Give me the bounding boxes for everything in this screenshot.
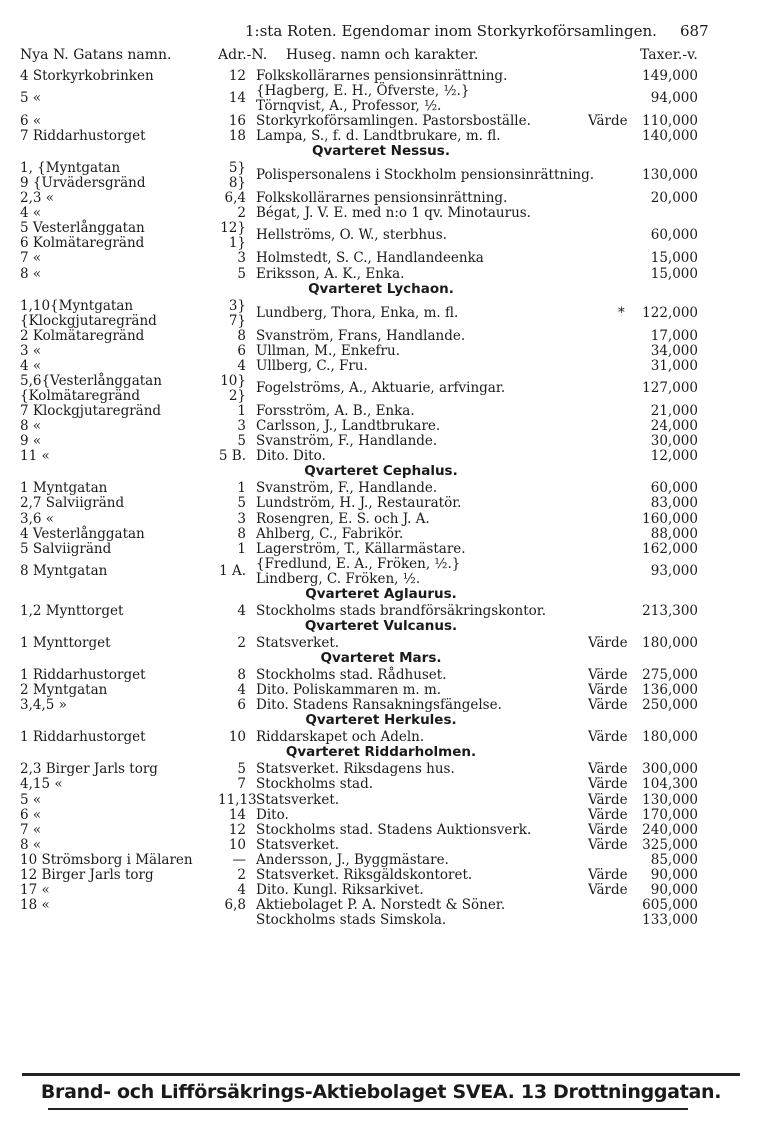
value-label: Värde: [588, 791, 628, 808]
property-row: [0, 374, 762, 404]
property-row: [0, 84, 762, 114]
property-row: [0, 636, 762, 651]
owner-description: Stockholms stad. Rådhuset.: [256, 666, 447, 683]
owner-description: Statsverket.: [256, 836, 340, 853]
tax-value: 170,000: [642, 806, 698, 823]
value-label: Värde: [588, 113, 628, 130]
owner-description: Statsverket. Riksgäldskontoret.: [256, 867, 473, 883]
street-name: {Kolmätaregränd: [20, 387, 141, 404]
property-row: [0, 868, 762, 883]
owner-description: Ullberg, C., Fru.: [256, 357, 368, 374]
street-name: 8 «: [20, 836, 42, 853]
owner-description: Andersson, J., Byggmästare.: [256, 851, 449, 868]
tax-value: 20,000: [650, 190, 698, 207]
property-row: [0, 730, 762, 745]
property-row: [0, 481, 762, 496]
tax-value: 130,000: [642, 791, 698, 808]
street-name: 18 «: [20, 897, 50, 914]
tax-value: 605,000: [642, 897, 698, 914]
property-row: [0, 512, 762, 527]
value-label: Värde: [588, 882, 628, 899]
street-name: 4 «: [20, 357, 42, 374]
address-number: 7: [237, 776, 246, 793]
tax-value: 130,000: [642, 167, 698, 184]
street-name: 3,4,5 »: [20, 697, 67, 714]
page-title: 1:sta Roten. Egendomar inom Storkyrkoförsamlingen.: [245, 22, 657, 40]
address-number: 5: [237, 265, 246, 282]
property-row: [0, 913, 762, 928]
property-row: [0, 683, 762, 698]
address-number: 6,4: [224, 190, 246, 207]
address-number: 6,8: [224, 897, 246, 914]
value-label: Värde: [588, 806, 628, 823]
address-number: 2: [237, 867, 246, 883]
tax-value: 110,000: [642, 113, 698, 130]
address-number: 4: [237, 682, 246, 699]
tax-value: 180,000: [642, 634, 698, 651]
value-label: Värde: [588, 836, 628, 853]
tax-value: 15,000: [650, 265, 698, 282]
quarter-name: Qvarteret Aglaurus.: [305, 585, 457, 602]
property-row: [0, 823, 762, 838]
owner-description: Stockholms stad. Stadens Auktionsverk.: [256, 821, 532, 838]
owner-description: Stockholms stad.: [256, 776, 374, 793]
owner-description: Statsverket.: [256, 634, 340, 651]
value-label: Värde: [588, 821, 628, 838]
street-name: 1,2 Mynttorget: [20, 602, 124, 619]
tax-value: 133,000: [642, 912, 698, 929]
street-name: 9 {Urvädersgränd: [20, 175, 146, 192]
owner-description: Dito.: [256, 806, 289, 823]
property-row: [0, 698, 762, 713]
street-name: 8 «: [20, 265, 42, 282]
property-row: [0, 359, 762, 374]
address-number: 1}: [228, 235, 246, 252]
asterisk-mark: *: [618, 304, 625, 321]
street-name: 8 Myntgatan: [20, 562, 108, 579]
street-name: 7 Riddarhustorget: [20, 128, 146, 145]
street-name: 4 Vesterlånggatan: [20, 525, 145, 542]
property-row: [0, 129, 762, 144]
address-number: 14: [228, 806, 246, 823]
address-number: 7}: [228, 312, 246, 329]
owner-description: Polispersonalens i Stockholm pensionsinrättning.: [256, 167, 595, 184]
tax-value: 12,000: [650, 448, 698, 465]
address-number: 5: [237, 433, 246, 450]
owner-description: Lampa, S., f. d. Landtbrukare, m. fl.: [256, 128, 501, 145]
address-number: 12}: [220, 220, 246, 237]
address-number: 5 B.: [218, 448, 246, 465]
tax-value: 160,000: [642, 510, 698, 527]
owner-description: {Hagberg, E. H., Öfverste, ½.}: [256, 83, 470, 100]
tax-value: 162,000: [642, 540, 698, 557]
quarter-heading: [0, 745, 762, 762]
tax-value: 213,300: [642, 602, 698, 619]
quarter-name: Qvarteret Mars.: [320, 649, 442, 666]
street-name: 6 «: [20, 113, 42, 130]
quarter-heading: [0, 282, 762, 299]
address-number: 4: [237, 602, 246, 619]
address-number: 3: [237, 510, 246, 527]
tax-value: 90,000: [650, 867, 698, 883]
tax-value: 93,000: [650, 562, 698, 579]
register-rows: [0, 69, 762, 928]
street-name: 1, {Myntgatan: [20, 160, 121, 177]
address-number: 10}: [220, 372, 246, 389]
tax-value: 104,300: [642, 776, 698, 793]
owner-description: Svanström, F., Handlande.: [256, 480, 438, 497]
value-label: Värde: [588, 634, 628, 651]
street-name: 7 Klockgjutaregränd: [20, 402, 162, 419]
tax-value: 31,000: [650, 357, 698, 374]
address-number: 8}: [228, 175, 246, 192]
col-street: Nya N. Gatans namn.: [20, 47, 172, 63]
street-name: 7 «: [20, 250, 42, 267]
street-name: 2,3 Birger Jarls torg: [20, 761, 158, 778]
street-name: 6 Kolmätaregränd: [20, 235, 145, 252]
owner-description: Stockholms stads brandförsäkringskontor.: [256, 602, 547, 619]
tax-value: 24,000: [650, 418, 698, 435]
owner-description: Rosengren, E. S. och J. A.: [256, 510, 430, 527]
address-number: 1: [237, 402, 246, 419]
street-name: 1 Myntgatan: [20, 480, 108, 497]
owner-description: Fogelströms, A., Aktuarie, arfvingar.: [256, 379, 506, 396]
tax-value: 83,000: [650, 495, 698, 512]
page-header: [0, 22, 762, 44]
owner-description: Aktiebolaget P. A. Norstedt & Söner.: [256, 897, 506, 914]
address-number: 11,13: [218, 791, 257, 808]
property-row: [0, 251, 762, 266]
street-name: {Klockgjutaregränd: [20, 312, 157, 329]
property-row: [0, 762, 762, 777]
property-row: [0, 604, 762, 619]
street-name: 9 «: [20, 433, 42, 450]
address-number: 6: [237, 697, 246, 714]
owner-description: Lindberg, C. Fröken, ½.: [256, 570, 421, 587]
owner-description: Eriksson, A. K., Enka.: [256, 265, 405, 282]
address-number: 2: [237, 205, 246, 222]
property-row: [0, 668, 762, 683]
property-row: [0, 69, 762, 84]
property-row: [0, 853, 762, 868]
street-name: 5 «: [20, 90, 42, 107]
property-row: [0, 883, 762, 898]
owner-description: Dito. Dito.: [256, 448, 326, 465]
tax-value: 60,000: [650, 227, 698, 244]
tax-value: 34,000: [650, 342, 698, 359]
owner-description: Stockholms stads Simskola.: [256, 912, 447, 929]
address-number: 8: [237, 327, 246, 344]
tax-value: 140,000: [642, 128, 698, 145]
tax-value: 250,000: [642, 697, 698, 714]
street-name: 2,3 «: [20, 190, 55, 207]
owner-description: Storkyrkoförsamlingen. Pastorsboställe.: [256, 113, 531, 130]
property-row: [0, 449, 762, 464]
tax-value: 90,000: [650, 882, 698, 899]
street-name: 8 «: [20, 418, 42, 435]
tax-value: 60,000: [650, 480, 698, 497]
tax-value: 275,000: [642, 666, 698, 683]
street-name: 5,6{Vesterlånggatan: [20, 372, 162, 389]
property-row: [0, 329, 762, 344]
address-number: 6: [237, 342, 246, 359]
tax-value: 122,000: [642, 304, 698, 321]
address-number: 16: [228, 113, 246, 130]
col-tax: Taxer.-v.: [640, 47, 698, 63]
owner-description: Folkskollärarnes pensionsinrättning.: [256, 68, 508, 84]
address-number: 2}: [228, 387, 246, 404]
address-number: 3: [237, 418, 246, 435]
address-number: 5}: [228, 160, 246, 177]
street-name: 12 Birger Jarls torg: [20, 867, 154, 883]
property-row: [0, 344, 762, 359]
value-label: Värde: [588, 867, 628, 883]
tax-value: 300,000: [642, 761, 698, 778]
property-row: [0, 161, 762, 191]
address-number: 3}: [228, 297, 246, 314]
footer-advert: Brand- och Lifförsäkrings-Aktiebolaget SVEA. 13 Drottninggatan.: [40, 1081, 722, 1103]
property-row: [0, 793, 762, 808]
quarter-name: Qvarteret Riddarholmen.: [285, 744, 477, 761]
address-number: 5: [237, 761, 246, 778]
address-number: 10: [228, 836, 246, 853]
owner-description: Bégat, J. V. E. med n:o 1 qv. Minotaurus.: [256, 205, 531, 222]
quarter-name: Qvarteret Cephalus.: [304, 463, 458, 480]
quarter-heading: [0, 464, 762, 481]
property-row: [0, 267, 762, 282]
quarter-name: Qvarteret Herkules.: [305, 712, 457, 729]
tax-value: 30,000: [650, 433, 698, 450]
property-row: [0, 496, 762, 511]
street-name: 3 «: [20, 342, 42, 359]
address-number: 3: [237, 250, 246, 267]
owner-description: Folkskollärarnes pensionsinrättning.: [256, 190, 508, 207]
tax-value: 136,000: [642, 682, 698, 699]
address-number: —: [232, 851, 246, 868]
street-name: 4 «: [20, 205, 42, 222]
tax-value: 88,000: [650, 525, 698, 542]
col-number: Adr.-N.: [218, 47, 268, 63]
property-row: [0, 206, 762, 221]
property-row: [0, 419, 762, 434]
property-row: [0, 191, 762, 206]
property-row: [0, 557, 762, 587]
owner-description: Lundström, H. J., Restauratör.: [256, 495, 462, 512]
street-name: 2,7 Salviigränd: [20, 495, 125, 512]
property-row: [0, 527, 762, 542]
owner-description: Svanström, F., Handlande.: [256, 433, 438, 450]
quarter-name: Qvarteret Nessus.: [312, 143, 450, 160]
value-label: Värde: [588, 776, 628, 793]
street-name: 7 «: [20, 821, 42, 838]
street-name: 3,6 «: [20, 510, 55, 527]
tax-value: 21,000: [650, 402, 698, 419]
street-name: 6 «: [20, 806, 42, 823]
footer-rule: [22, 1073, 740, 1076]
street-name: 5 «: [20, 791, 42, 808]
property-row: [0, 221, 762, 251]
owner-description: Lagerström, T., Källarmästare.: [256, 540, 466, 557]
col-owner: Huseg. namn och karakter.: [286, 47, 479, 63]
street-name: 10 Strömsborg i Mälaren: [20, 851, 193, 868]
street-name: 1 Riddarhustorget: [20, 666, 146, 683]
column-headers: [0, 47, 762, 67]
street-name: 1 Riddarhustorget: [20, 729, 146, 746]
owner-description: Holmstedt, S. C., Handlandeenka: [256, 250, 484, 267]
quarter-heading: [0, 713, 762, 730]
street-name: 4 Storkyrkobrinken: [20, 68, 154, 84]
tax-value: 149,000: [642, 68, 698, 84]
property-row: [0, 838, 762, 853]
quarter-heading: [0, 144, 762, 161]
quarter-heading: [0, 619, 762, 636]
tax-value: 325,000: [642, 836, 698, 853]
address-number: 14: [228, 90, 246, 107]
street-name: 4,15 «: [20, 776, 63, 793]
address-number: 18: [228, 128, 246, 145]
tax-value: 94,000: [650, 90, 698, 107]
property-row: [0, 114, 762, 129]
footer-underline: [48, 1108, 688, 1110]
address-number: 1: [237, 540, 246, 557]
property-row: [0, 898, 762, 913]
address-number: 1: [237, 480, 246, 497]
address-number: 12: [228, 68, 246, 84]
value-label: Värde: [588, 729, 628, 746]
owner-description: Törnqvist, A., Professor, ½.: [256, 98, 442, 115]
value-label: Värde: [588, 697, 628, 714]
tax-value: 127,000: [642, 379, 698, 396]
property-row: [0, 434, 762, 449]
owner-description: Ullman, M., Enkefru.: [256, 342, 400, 359]
property-row: [0, 777, 762, 792]
quarter-name: Qvarteret Lychaon.: [308, 280, 454, 297]
property-row: [0, 808, 762, 823]
property-row: [0, 542, 762, 557]
owner-description: Carlsson, J., Landtbrukare.: [256, 418, 441, 435]
street-name: 2 Kolmätaregränd: [20, 327, 145, 344]
owner-description: Dito. Kungl. Riksarkivet.: [256, 882, 424, 899]
property-row: [0, 404, 762, 419]
property-row: [0, 299, 762, 329]
street-name: 1 Mynttorget: [20, 634, 111, 651]
owner-description: Ahlberg, C., Fabrikör.: [256, 525, 404, 542]
value-label: Värde: [588, 761, 628, 778]
street-name: 1,10{Myntgatan: [20, 297, 134, 314]
address-number: 4: [237, 882, 246, 899]
address-number: 5: [237, 495, 246, 512]
quarter-heading: [0, 651, 762, 668]
value-label: Värde: [588, 666, 628, 683]
owner-description: Hellströms, O. W., sterbhus.: [256, 227, 447, 244]
tax-value: 85,000: [650, 851, 698, 868]
quarter-heading: [0, 587, 762, 604]
address-number: 4: [237, 357, 246, 374]
street-name: 2 Myntgatan: [20, 682, 108, 699]
owner-description: Lundberg, Thora, Enka, m. fl.: [256, 304, 459, 321]
tax-value: 17,000: [650, 327, 698, 344]
tax-value: 15,000: [650, 250, 698, 267]
address-number: 12: [228, 821, 246, 838]
owner-description: Riddarskapet och Adeln.: [256, 729, 425, 746]
address-number: 1 A.: [219, 562, 246, 579]
owner-description: Dito. Poliskammaren m. m.: [256, 682, 442, 699]
owner-description: Dito. Stadens Ransakningsfängelse.: [256, 697, 502, 714]
address-number: 8: [237, 666, 246, 683]
address-number: 8: [237, 525, 246, 542]
tax-value: 240,000: [642, 821, 698, 838]
street-name: 5 Salviigränd: [20, 540, 112, 557]
owner-description: Svanström, Frans, Handlande.: [256, 327, 466, 344]
quarter-name: Qvarteret Vulcanus.: [304, 617, 458, 634]
page-number: 687: [680, 22, 709, 40]
street-name: 5 Vesterlånggatan: [20, 220, 145, 237]
owner-description: {Fredlund, E. A., Fröken, ½.}: [256, 555, 461, 572]
street-name: 17 «: [20, 882, 50, 899]
tax-value: 180,000: [642, 729, 698, 746]
street-name: 11 «: [20, 448, 50, 465]
address-number: 2: [237, 634, 246, 651]
owner-description: Statsverket. Riksdagens hus.: [256, 761, 455, 778]
value-label: Värde: [588, 682, 628, 699]
owner-description: Forsström, A. B., Enka.: [256, 402, 415, 419]
owner-description: Statsverket.: [256, 791, 340, 808]
address-number: 10: [228, 729, 246, 746]
